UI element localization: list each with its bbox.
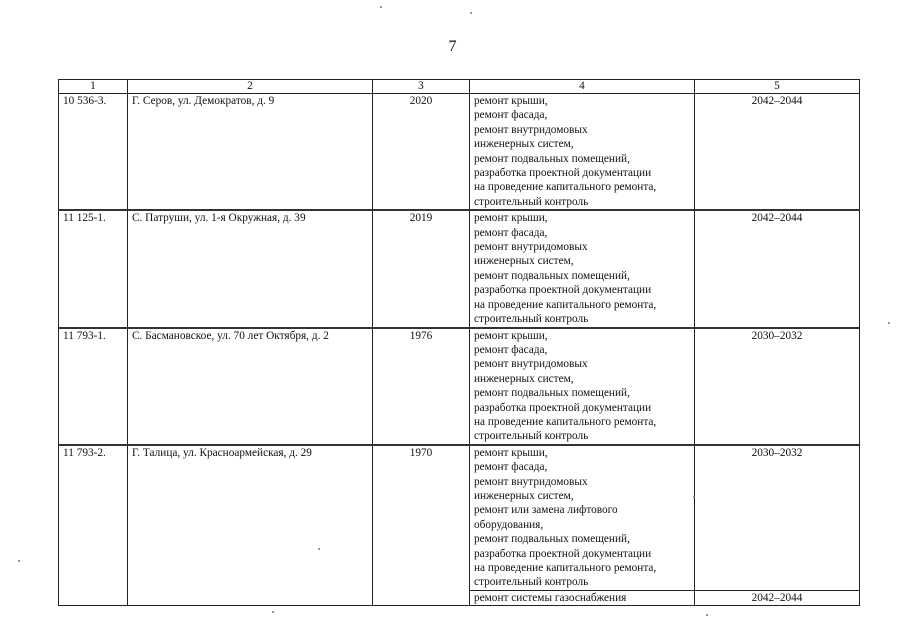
- row-number: 11 125-1.: [59, 210, 128, 327]
- row-year: 1970: [373, 445, 470, 606]
- work-item: разработка проектной документации: [474, 401, 652, 414]
- work-item: на проведение капитального ремонта,: [474, 562, 657, 574]
- row-period: 2030–2032: [695, 445, 860, 591]
- header-col-4: 4: [470, 80, 695, 94]
- table-row: [59, 445, 860, 591]
- work-item: ремонт внутридомовых: [474, 123, 588, 136]
- row-period: 2030–2032: [695, 328, 860, 445]
- scan-speck: [470, 12, 472, 14]
- scan-speck: [693, 496, 695, 498]
- row-works: [470, 94, 695, 211]
- row-number: 11 793-2.: [59, 445, 128, 606]
- work-item: инженерных систем,: [474, 372, 574, 385]
- work-item: ремонт крыши,: [474, 212, 548, 225]
- row-address: Г. Талица, ул. Красноармейская, д. 29: [128, 445, 373, 606]
- row-period: 2042–2044: [695, 210, 860, 327]
- row-year: 1976: [373, 328, 470, 445]
- work-item: ремонт подвальных помещений,: [474, 387, 630, 400]
- work-item: разработка проектной документации: [474, 167, 652, 180]
- work-item: строительный контроль: [474, 313, 589, 326]
- work-item: на проведение капитального ремонта,: [474, 181, 657, 194]
- work-item: инженерных систем,: [474, 255, 574, 268]
- work-item: на проведение капитального ремонта,: [474, 298, 657, 311]
- scan-speck: [18, 560, 20, 562]
- work-item: ремонт внутридомовых: [474, 241, 588, 254]
- work-item: ремонт крыши,: [474, 446, 548, 459]
- table-row: [59, 328, 860, 445]
- row-period: 2042–2044: [695, 94, 860, 211]
- work-item: строительный контроль: [474, 576, 589, 589]
- row-year: 2020: [373, 94, 470, 211]
- work-item: ремонт подвальных помещений,: [474, 152, 630, 165]
- header-col-5: 5: [695, 80, 860, 94]
- work-item: разработка проектной документации: [474, 284, 652, 297]
- scan-speck: [318, 548, 320, 550]
- work-item: оборудования,: [474, 518, 544, 531]
- work-item: ремонт системы газоснабжения: [474, 591, 627, 604]
- work-item: ремонт или замена лифтового: [474, 504, 618, 517]
- work-item: на проведение капитального ремонта,: [474, 415, 657, 428]
- row-period-extra: 2042–2044: [695, 590, 860, 605]
- header-col-2: 2: [128, 80, 373, 94]
- header-col-3: 3: [373, 80, 470, 94]
- work-item: ремонт внутридомовых: [474, 358, 588, 371]
- work-item: строительный контроль: [474, 430, 589, 443]
- work-item: строительный контроль: [474, 195, 589, 208]
- work-item: ремонт подвальных помещений,: [474, 269, 630, 282]
- work-item: ремонт подвальных помещений,: [474, 533, 630, 546]
- row-address: Г. Серов, ул. Демократов, д. 9: [128, 94, 373, 211]
- table-row: [59, 210, 860, 327]
- row-number: 11 793-1.: [59, 328, 128, 445]
- row-year: 2019: [373, 210, 470, 327]
- work-item: инженерных систем,: [474, 489, 574, 502]
- page-number: 7: [448, 38, 457, 55]
- work-item: инженерных систем,: [474, 138, 574, 151]
- scan-speck: [706, 614, 708, 616]
- table-row: [59, 94, 860, 211]
- row-works: [470, 210, 695, 327]
- work-item: ремонт фасада,: [474, 226, 548, 239]
- work-item: ремонт фасада,: [474, 343, 548, 356]
- row-works-extra: [470, 590, 695, 605]
- work-item: ремонт фасада,: [474, 109, 548, 122]
- work-item: разработка проектной документации: [474, 547, 652, 560]
- repair-schedule-table: [58, 79, 860, 606]
- row-works: [470, 445, 695, 591]
- scan-speck: [380, 6, 382, 8]
- work-item: ремонт внутридомовых: [474, 475, 588, 488]
- row-address: С. Патруши, ул. 1-я Окружная, д. 39: [128, 210, 373, 327]
- work-item: ремонт крыши,: [474, 95, 548, 107]
- row-number: 10 536-3.: [59, 94, 128, 211]
- work-item: ремонт крыши,: [474, 329, 548, 342]
- row-address: С. Басмановское, ул. 70 лет Октября, д. 2: [128, 328, 373, 445]
- scan-speck: [272, 611, 274, 613]
- scan-speck: [888, 322, 890, 324]
- row-works: [470, 328, 695, 445]
- header-col-1: 1: [59, 80, 128, 94]
- header-row: [59, 80, 860, 94]
- work-item: ремонт фасада,: [474, 461, 548, 474]
